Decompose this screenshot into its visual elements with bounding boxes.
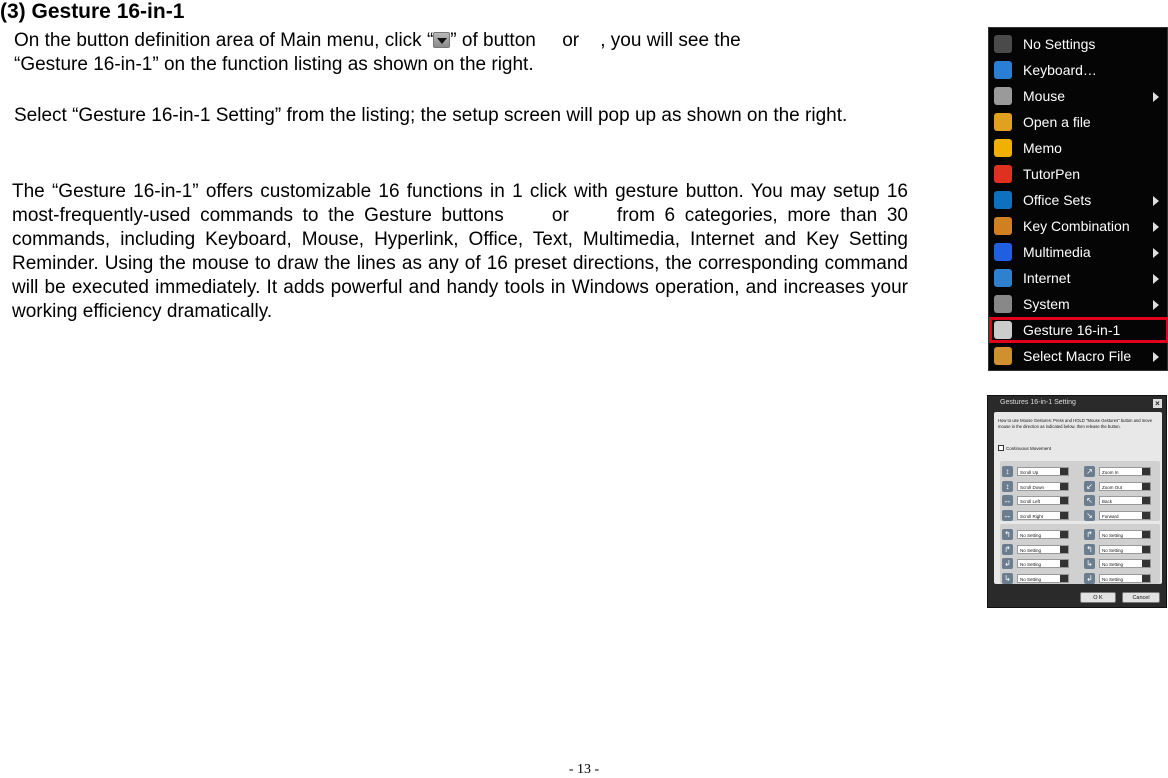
chevron-down-icon [1060, 531, 1068, 538]
key-combination-icon [994, 217, 1012, 235]
chevron-down-icon [1142, 560, 1150, 567]
menu-item-label: Office Sets [1023, 192, 1092, 208]
direction-arrow-icon: ↱ [1002, 544, 1013, 555]
menu-item-label: Gesture 16-in-1 [1023, 322, 1121, 338]
gesture-command-select[interactable] [1017, 574, 1069, 583]
dropdown-arrow-icon [433, 32, 450, 48]
direction-arrow-icon: ↗ [1084, 466, 1095, 477]
menu-item-label: System [1023, 296, 1070, 312]
gesture-command-select[interactable] [1099, 511, 1151, 520]
chevron-down-icon [1142, 546, 1150, 553]
page-number: - 13 - [568, 762, 600, 777]
menu-item-label: Memo [1023, 140, 1062, 156]
direction-arrow-icon: ↲ [1084, 573, 1095, 584]
submenu-arrow-icon [1153, 92, 1159, 102]
gesture-command-value: No Setting [1020, 547, 1042, 553]
section-heading: (3) Gesture 16-in-1 [0, 0, 185, 23]
direction-arrow-icon: ↕ [1002, 481, 1013, 492]
direction-arrow-icon: ↘ [1084, 510, 1095, 521]
menu-item-label: Open a file [1023, 114, 1091, 130]
menu-item[interactable] [989, 109, 1168, 135]
direction-arrow-icon: ↰ [1084, 544, 1095, 555]
menu-item-label: Internet [1023, 270, 1071, 286]
direction-arrow-icon: ↔ [1003, 510, 1012, 520]
gesture-command-select[interactable] [1099, 482, 1151, 491]
hand-icon [994, 321, 1012, 339]
continuous-label: Continuous Movement [1006, 446, 1052, 451]
direction-arrow-icon: ↕ [1002, 466, 1013, 477]
gesture-command-value: Zoom Out [1102, 484, 1123, 490]
gesture-command-value: Scroll Left [1020, 499, 1041, 504]
gesture-command-value: Back [1102, 499, 1113, 504]
intro-text-b: ” of button or , you will see the [450, 30, 741, 51]
multimedia-icon [994, 243, 1012, 261]
mouse-icon [994, 87, 1012, 105]
chevron-down-icon [1142, 575, 1150, 582]
menu-item-label: Select Macro File [1023, 348, 1132, 364]
direction-arrow-icon: ↙ [1084, 481, 1095, 492]
gesture-command-value: Scroll Down [1020, 484, 1045, 490]
description-paragraph: The “Gesture 16-in-1” offers customizable 16 functions in 1 click with gesture button. You may setup 16 most-frequently-used commands to the Gesture buttons or from 6 categories, more than 30 commands, including Keyboard, Mouse, Hyperlink, Office, Text, Multimedia, Internet and Key Setting Reminder. Using the mouse to draw the lines as any of 16 preset directions, the corresponding command will be executed immediately. It adds powerful and handy tools in Windows operation, and increases your working efficiency dramatically. [12, 181, 914, 322]
gesture-command-select[interactable] [1099, 530, 1151, 539]
cancel-button[interactable]: Cancel [1122, 592, 1160, 603]
gesture-command-select[interactable] [1017, 467, 1069, 476]
select-paragraph: Select “Gesture 16-in-1 Setting” from the listing; the setup screen will pop up as shown on the right. [14, 105, 848, 126]
office-icon [994, 191, 1012, 209]
submenu-arrow-icon [1153, 352, 1159, 362]
gesture-command-value: No Setting [1020, 533, 1042, 538]
chevron-down-icon [1060, 560, 1068, 567]
menu-item-label: No Settings [1023, 36, 1096, 52]
keyboard-icon [994, 61, 1012, 79]
menu-item-label: Mouse [1023, 88, 1066, 104]
gesture-command-select[interactable] [1099, 574, 1151, 583]
menu-item[interactable] [989, 135, 1168, 161]
gesture-command-value: Scroll Right [1020, 513, 1044, 519]
gesture-command-value: Zoom In [1102, 470, 1119, 475]
gesture-command-select[interactable] [1099, 467, 1151, 476]
menu-item[interactable] [989, 83, 1168, 109]
intro-paragraph [14, 29, 914, 77]
menu-item-label: Multimedia [1023, 244, 1091, 260]
direction-arrow-icon: ↔ [1003, 496, 1012, 505]
no-settings-icon [994, 35, 1012, 53]
continuous-movement-option[interactable] [998, 446, 1051, 451]
menu-item[interactable] [989, 291, 1168, 317]
menu-item-label: Key Combination [1023, 218, 1130, 234]
direction-arrow-icon: ↖ [1084, 495, 1095, 506]
gesture-command-value: Scroll Up [1020, 470, 1039, 475]
dialog-help-text: How to use Mouse Gestures: Press and HOLD "Mouse Gestures" button and move mouse in the direction as indicated below, then release the button. [998, 418, 1153, 429]
close-icon[interactable]: × [1153, 399, 1162, 408]
memo-icon [994, 139, 1012, 157]
chevron-down-icon [1060, 497, 1068, 504]
chevron-down-icon [1060, 546, 1068, 553]
chevron-down-icon [1142, 468, 1150, 475]
gesture-command-select[interactable] [1017, 482, 1069, 491]
dialog-title: Gestures 16-in-1 Setting [1000, 399, 1076, 406]
chevron-down-icon [1060, 468, 1068, 475]
submenu-arrow-icon [1153, 300, 1159, 310]
direction-arrow-icon: ↰ [1002, 529, 1013, 540]
function-menu [988, 27, 1168, 371]
direction-arrow-icon: ↱ [1084, 529, 1095, 540]
gesture-command-value: No Setting [1020, 562, 1042, 567]
direction-arrow-icon: ↲ [1002, 558, 1013, 569]
internet-icon [994, 269, 1012, 287]
chevron-down-icon [1142, 531, 1150, 538]
chevron-down-icon [1142, 497, 1150, 504]
gesture-command-select[interactable] [1017, 496, 1069, 505]
submenu-arrow-icon [1153, 248, 1159, 258]
system-icon [994, 295, 1012, 313]
gesture-command-select[interactable] [1099, 559, 1151, 568]
direction-arrow-icon: ↳ [1002, 573, 1013, 584]
chevron-down-icon [1060, 483, 1068, 490]
gesture-command-value: No Setting [1102, 533, 1124, 538]
gesture-command-select[interactable] [1099, 496, 1151, 505]
menu-item[interactable] [989, 187, 1168, 213]
direction-arrow-icon: ↳ [1084, 558, 1095, 569]
gesture-command-select[interactable] [1017, 559, 1069, 568]
menu-item[interactable] [989, 239, 1168, 265]
open-file-icon [994, 113, 1012, 131]
intro-text-c: “Gesture 16-in-1” on the function listing as shown on the right. [14, 54, 534, 75]
intro-text-a: On the button definition area of Main menu, click “ [14, 30, 434, 51]
menu-item[interactable] [989, 161, 1168, 187]
gesture-command-select[interactable] [1017, 511, 1069, 520]
chevron-down-icon [1060, 575, 1068, 582]
menu-item-label: Keyboard… [1023, 62, 1097, 78]
gesture-setting-dialog [987, 395, 1167, 608]
gesture-command-value: No Setting [1102, 562, 1124, 567]
gesture-command-value: No Setting [1102, 547, 1124, 553]
chevron-down-icon [1142, 512, 1150, 519]
ok-button[interactable]: O K [1080, 592, 1116, 603]
menu-item-label: TutorPen [1023, 166, 1081, 182]
submenu-arrow-icon [1153, 222, 1159, 232]
gesture-command-value: No Setting [1102, 576, 1124, 582]
menu-item[interactable] [989, 213, 1168, 239]
continuous-checkbox[interactable] [998, 445, 1004, 451]
menu-item[interactable] [989, 265, 1168, 291]
pen-icon [994, 165, 1012, 183]
gesture-command-select[interactable] [1017, 545, 1069, 554]
gesture-command-value: No Setting [1020, 576, 1042, 582]
gesture-command-value: Forward [1102, 513, 1119, 519]
menu-item[interactable] [989, 31, 1168, 57]
macro-file-icon [994, 347, 1012, 365]
chevron-down-icon [1142, 483, 1150, 490]
gesture-command-select[interactable] [1099, 545, 1151, 554]
menu-item[interactable] [989, 343, 1168, 369]
submenu-arrow-icon [1153, 274, 1159, 284]
submenu-arrow-icon [1153, 196, 1159, 206]
chevron-down-icon [1060, 512, 1068, 519]
gesture-command-select[interactable] [1017, 530, 1069, 539]
menu-item[interactable] [989, 57, 1168, 83]
menu-item[interactable] [989, 317, 1168, 343]
